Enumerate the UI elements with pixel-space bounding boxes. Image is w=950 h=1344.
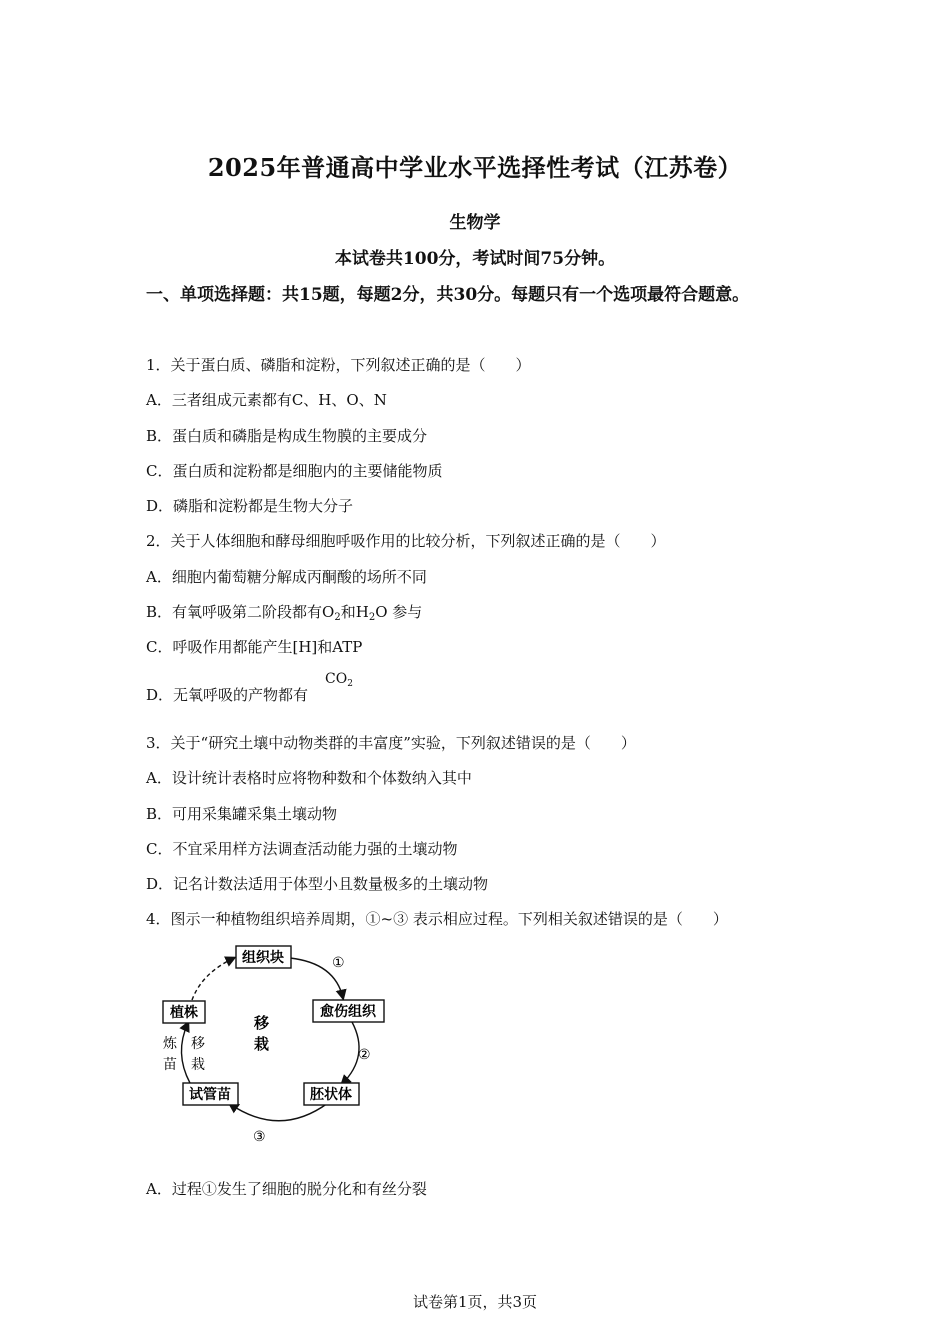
label-move-1: 移 bbox=[191, 1036, 205, 1052]
svg-text:组织块: 组织块 bbox=[242, 950, 284, 966]
co2-formula: $CO_2$ bbox=[325, 671, 353, 689]
label-harden-1: 炼 bbox=[163, 1036, 177, 1052]
question-2-option-b-text: B．有氧呼吸第二阶段都有 bbox=[146, 603, 323, 621]
node-tissue bbox=[236, 946, 291, 968]
exam-subject: 生物学 bbox=[449, 213, 501, 233]
label-step3: ③ bbox=[253, 1129, 266, 1145]
question-2-stem: 2．关于人体细胞和酵母细胞呼吸作用的比较分析，下列叙述正确的是（ ） bbox=[146, 532, 666, 550]
node-plantlet bbox=[183, 1083, 238, 1105]
question-1-option-c: C．蛋白质和淀粉都是细胞内的主要储能物质 bbox=[146, 462, 443, 480]
question-4-option-a: A．过程①发生了细胞的脱分化和有丝分裂 bbox=[146, 1180, 427, 1198]
label-harden-2: 苗 bbox=[163, 1057, 177, 1073]
label-transplant-center-1: 移 bbox=[254, 1014, 270, 1032]
question-2-option-b: B．有氧呼吸第二阶段都有$O_2$和$H_2O$ 参与 bbox=[146, 603, 423, 623]
svg-text:胚状体: 胚状体 bbox=[310, 1087, 352, 1103]
exam-title: 2025年普通高中学业水平选择性考试（江苏卷） bbox=[207, 153, 743, 182]
arrow-step2 bbox=[342, 1022, 359, 1084]
question-1-stem: 1．关于蛋白质、磷脂和淀粉，下列叙述正确的是（ ） bbox=[146, 356, 531, 374]
label-transplant-center-2: 栽 bbox=[254, 1035, 270, 1053]
page-footer: 试卷第1页，共3页 bbox=[412, 1293, 538, 1311]
svg-text:愈伤组织: 愈伤组织 bbox=[320, 1004, 376, 1020]
label-step2: ② bbox=[358, 1047, 371, 1063]
question-1-option-b: B．蛋白质和磷脂是构成生物膜的主要成分 bbox=[146, 427, 428, 445]
question-1-option-a: A．三者组成元素都有C、H、O、N bbox=[146, 391, 387, 409]
question-4-stem: 4．图示一种植物组织培养周期，①~③ 表示相应过程。下列相关叙述错误的是（ ） bbox=[146, 910, 728, 928]
svg-text:植株: 植株 bbox=[170, 1005, 198, 1021]
question-3-option-c: C．不宜采用样方法调查活动能力强的土壤动物 bbox=[146, 840, 458, 858]
question-3-option-b: B．可用采集罐采集土壤动物 bbox=[146, 805, 338, 823]
question-2-option-d: D．无氧呼吸的产物都有 bbox=[146, 686, 309, 704]
node-callus bbox=[313, 1000, 384, 1022]
label-step1: ① bbox=[332, 955, 345, 971]
question-1-option-d: D．磷脂和淀粉都是生物大分子 bbox=[146, 497, 354, 515]
question-2-option-a: A．细胞内葡萄糖分解成丙酮酸的场所不同 bbox=[146, 568, 427, 586]
question-3-stem: 3．关于“研究土壤中动物类群的丰富度”实验，下列叙述错误的是（ ） bbox=[146, 734, 636, 752]
question-3-option-a: A．设计统计表格时应将物种数和个体数纳入其中 bbox=[146, 769, 472, 787]
section-heading: 一、单项选择题：共15题，每题2分，共30分。每题只有一个选项最符合题意。 bbox=[146, 285, 750, 305]
node-embryoid bbox=[304, 1083, 359, 1105]
exam-info: 本试卷共100分，考试时间75分钟。 bbox=[334, 249, 616, 269]
question-2-option-c: C．呼吸作用都能产生[H]和ATP bbox=[146, 638, 363, 656]
arrow-transplant bbox=[181, 1023, 190, 1083]
tissue-culture-cycle-diagram bbox=[150, 938, 400, 1148]
label-move-2: 栽 bbox=[191, 1057, 205, 1073]
question-3-option-d: D．记名计数法适用于体型小且数量极多的土壤动物 bbox=[146, 875, 489, 893]
svg-text:试管苗: 试管苗 bbox=[189, 1087, 231, 1103]
node-plant bbox=[163, 1001, 205, 1023]
arrow-dashed-return bbox=[192, 958, 234, 1000]
